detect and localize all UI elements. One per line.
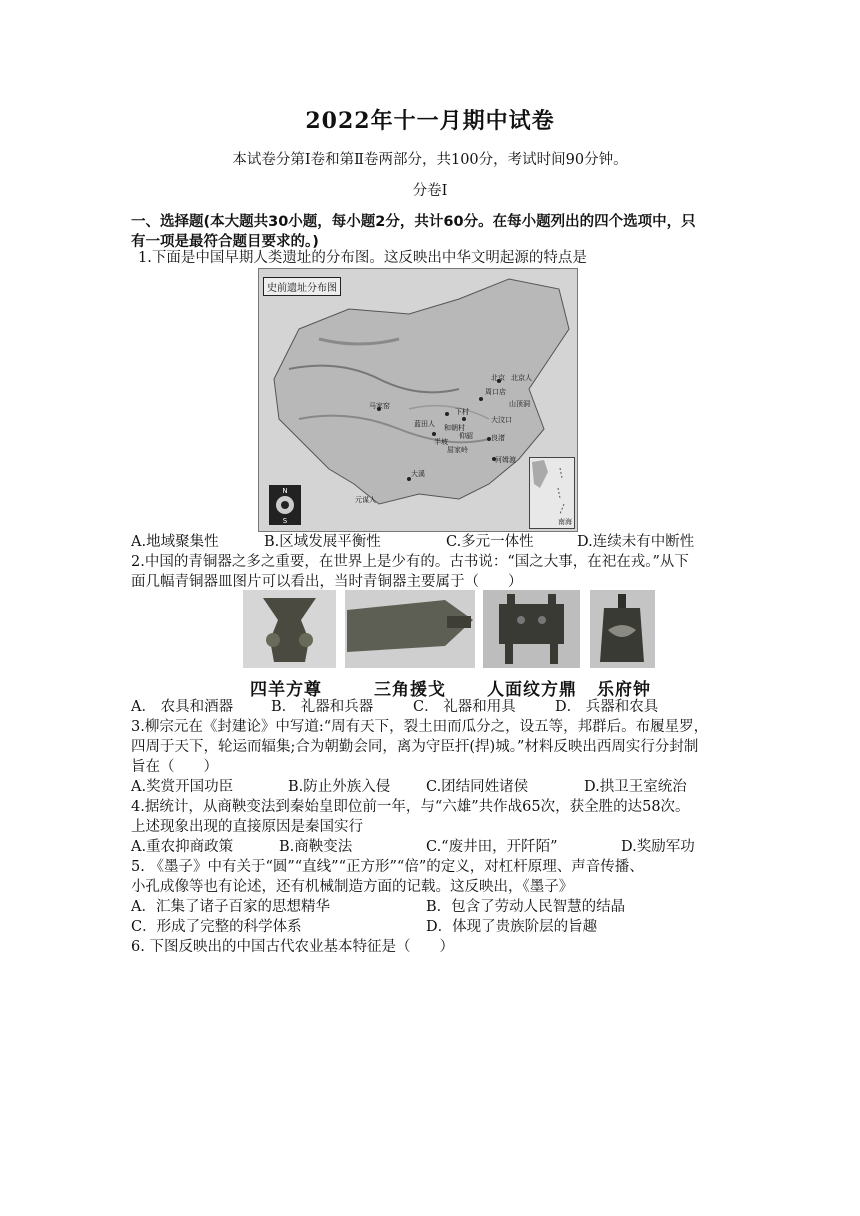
map-label-hemudu: 河姆渡 xyxy=(495,456,516,464)
q1-option-d[interactable]: D.连续未有中断性 xyxy=(577,534,695,550)
question-4-options xyxy=(131,837,751,857)
map-label-dawenkou: 大汶口 xyxy=(491,416,512,424)
caption-renmianwenfangding: 人面纹方鼎 xyxy=(487,680,577,700)
question-3-options xyxy=(131,777,751,797)
map-label-beijing: 北京 xyxy=(491,374,505,382)
compass-icon xyxy=(269,485,301,525)
bronze-image-sanjiaoyuange xyxy=(345,590,475,668)
map-label-banpo: 半坡 xyxy=(434,438,448,446)
caption-sifangzun: 四羊方尊 xyxy=(250,680,322,700)
south-china-sea-inset xyxy=(529,457,575,529)
q3-option-b[interactable]: B.防止外族入侵 xyxy=(288,779,391,795)
map-label-hechaocun: 和朝村 xyxy=(444,424,465,432)
question-5-stem-line1: 5. 《墨子》中有关于“圆”“直线”“正方形”“倍”的定义，对杠杆原理、声音传播、 xyxy=(131,859,644,875)
q5-option-d[interactable]: D．体现了贵族阶层的旨趣 xyxy=(426,919,598,935)
q5-option-c[interactable]: C．形成了完整的科学体系 xyxy=(131,919,302,935)
q1-option-c[interactable]: C.多元一体性 xyxy=(446,534,534,550)
map-label-liangzhu: 良渚 xyxy=(491,434,505,442)
inset-label-nanhai: 南海 xyxy=(558,518,572,526)
caption-yuefuzhong: 乐府钟 xyxy=(597,680,651,700)
question-3-stem-line3: 旨在（ ） xyxy=(131,759,218,775)
q5-option-a[interactable]: A．汇集了诸子百家的思想精华 xyxy=(131,899,330,915)
question-3-stem-line1: 3.柳宗元在《封建论》中写道:“周有天下，裂土田而瓜分之，设五等，邦群后。布履星罗， xyxy=(131,719,709,735)
question-5-options-row2 xyxy=(131,917,751,937)
q2-option-b[interactable]: B． 礼器和兵器 xyxy=(271,699,374,715)
bronze-image-renmianwenfangding xyxy=(483,590,580,668)
question-2-options xyxy=(131,697,751,717)
question-4-stem-line2: 上述现象出现的直接原因是秦国实行 xyxy=(131,819,363,835)
map-label-qujialing: 屈家岭 xyxy=(447,446,468,454)
section-heading-line2: 有一项是最符合题目要求的。) xyxy=(131,234,319,250)
map-label-yangshao: 仰韶 xyxy=(459,432,473,440)
question-3-stem-line2: 四周于天下，轮运而辐集;合为朝勤会同，离为守臣扞(捍)城。”材料反映出西周实行分封制 xyxy=(131,739,699,755)
part-label: 分卷I xyxy=(412,183,448,199)
q4-option-a[interactable]: A.重农抑商政策 xyxy=(131,839,234,855)
map-label-beijingren: 北京人 xyxy=(511,374,532,382)
question-6-stem: 6. 下图反映出的中国古代农业基本特征是（ ） xyxy=(131,939,454,955)
caption-sanjiaoyuange: 三角援戈 xyxy=(374,680,446,700)
map-label-zhoukoudian: 周口店 xyxy=(485,388,506,396)
compass-n: N xyxy=(282,487,288,495)
map-label-xiacun: 下村 xyxy=(455,408,469,416)
map-label-yuanmouren: 元谋人 xyxy=(355,496,376,504)
question-5-options-row1 xyxy=(131,897,751,917)
section-heading-line1: 一、选择题(本大题共30小题，每小题2分，共计60分。在每小题列出的四个选项中，只 xyxy=(131,214,696,230)
q2-option-a[interactable]: A． 农具和酒器 xyxy=(131,699,234,715)
q4-option-d[interactable]: D.奖励军功 xyxy=(621,839,695,855)
compass-s: S xyxy=(282,517,288,525)
map-label-shandingdong: 山顶洞 xyxy=(509,400,530,408)
question-2-stem-line2: 面几幅青铜器皿图片可以看出，当时青铜器主要属于（ ） xyxy=(131,574,523,590)
q3-option-a[interactable]: A.奖赏开国功臣 xyxy=(131,779,234,795)
map-label-daxi: 大溪 xyxy=(411,470,425,478)
prehistoric-sites-map xyxy=(258,268,578,532)
map-title: 史前遗址分布图 xyxy=(263,277,341,296)
question-5-stem-line2: 小孔成像等也有论述，还有机械制造方面的记载。这反映出，《墨子》 xyxy=(131,879,574,895)
q5-option-b[interactable]: B．包含了劳动人民智慧的结晶 xyxy=(426,899,626,915)
q1-option-b[interactable]: B.区域发展平衡性 xyxy=(264,534,381,550)
q2-option-d[interactable]: D． 兵器和农具 xyxy=(555,699,659,715)
exam-instructions: 本试卷分第Ⅰ卷和第Ⅱ卷两部分，共100分，考试时间90分钟。 xyxy=(232,152,628,168)
map-label-majiayao: 马家窑 xyxy=(369,402,390,410)
q1-option-a[interactable]: A.地域聚集性 xyxy=(131,534,219,550)
bronze-image-yuefuzhong xyxy=(590,590,655,668)
page-title: 2022年十一月期中试卷 xyxy=(305,108,555,134)
question-4-stem-line1: 4.据统计，从商鞅变法到秦始皇即位前一年，与“六雄”共作战65次，获全胜的达58次。 xyxy=(131,799,690,815)
q2-option-c[interactable]: C． 礼器和用具 xyxy=(413,699,516,715)
q4-option-c[interactable]: C.“废井田，开阡陌” xyxy=(426,839,558,855)
question-1-options xyxy=(131,532,751,552)
question-1-stem: 1.下面是中国早期人类遗址的分布图。这反映出中华文明起源的特点是 xyxy=(138,250,587,266)
q4-option-b[interactable]: B.商鞅变法 xyxy=(279,839,353,855)
map-label-lantianren: 蓝田人 xyxy=(414,420,435,428)
bronze-image-sifangzun xyxy=(243,590,336,668)
q3-option-c[interactable]: C.团结同姓诸侯 xyxy=(426,779,529,795)
q3-option-d[interactable]: D.拱卫王室统治 xyxy=(584,779,687,795)
question-2-stem-line1: 2.中国的青铜器之多之重要，在世界上是少有的。古书说：“国之大事，在祀在戎。”从下 xyxy=(131,554,689,570)
